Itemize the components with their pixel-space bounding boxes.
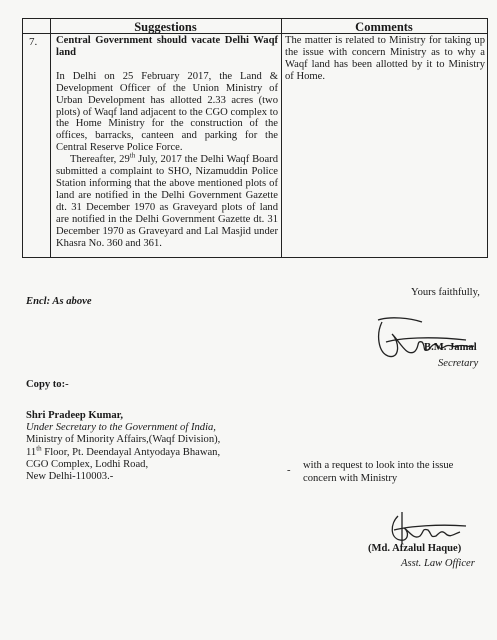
signatory-name: B.M. Jamal (424, 342, 477, 353)
copy-note (303, 460, 453, 485)
signatory-title: Secretary (438, 358, 479, 369)
recipient-ministry: Ministry of Minority Affairs,(Waqf Division), (26, 434, 221, 446)
column-divider (50, 19, 51, 257)
note-dash: - (287, 465, 291, 476)
copy-to-label: Copy to:- (26, 379, 69, 390)
recipient-name: Shri Pradeep Kumar, (26, 410, 124, 421)
header-suggestions: Suggestions (134, 20, 197, 34)
recipient-designation: Under Secretary to the Government of India, (26, 422, 216, 434)
officer-title: Asst. Law Officer (401, 558, 475, 569)
yours-faithfully: Yours faithfully, (411, 287, 480, 298)
officer-name: (Md. Afzalul Haque) (368, 543, 462, 554)
column-divider (281, 19, 282, 257)
suggestions-table (22, 18, 488, 258)
signature-image (370, 312, 485, 362)
suggestion-cell (56, 35, 278, 249)
copy-note-line-1: with a request to look into the issue (303, 460, 454, 471)
enclosure-note: Encl: As above (26, 296, 92, 307)
header-comments: Comments (355, 20, 413, 34)
suggestion-paragraph-1: In Delhi on 25 February 2017, the Land & Development Officer of the Union Ministry of Urban Development has allotted 2.33 acres (two plots) of Waqf land adjacent to the CGO complex to the Home Ministry for the construction of the offices, barracks, canteen and parking for the Central Reserve Police Force. (56, 70, 278, 154)
comment-cell: The matter is related to Ministry for taking up the issue with concern Ministry as to why a Waqf land has been allotted by it to Ministry of Home. (285, 35, 485, 82)
suggestion-paragraph-2: Thereafter, 29th July, 2017 the Delhi Waqf Board submitted a complaint to SHO, Nizamuddin Police Station informing that the above mentioned plots of land are notified in the Delhi Government Gazette dt. 31 December 1970 as Graveyard plots of land are notified in the Delhi Government Gazette dt. 31 December 1970 as Graveyard and Lal Masjid under Khasra No. 360 and 361. (56, 151, 278, 249)
recipient-complex: CGO Complex, Lodhi Road, (26, 458, 149, 470)
row-number: 7. (29, 36, 38, 48)
suggestion-title: Central Government should vacate Delhi Waqf land (56, 35, 278, 58)
copy-to-address (26, 410, 220, 483)
recipient-floor: 11th Floor, Pt. Deendayal Antyodaya Bhawan, (26, 444, 221, 458)
copy-note-line-2: concern with Ministry (303, 472, 398, 484)
recipient-city: New Delhi-110003.- (26, 471, 114, 483)
